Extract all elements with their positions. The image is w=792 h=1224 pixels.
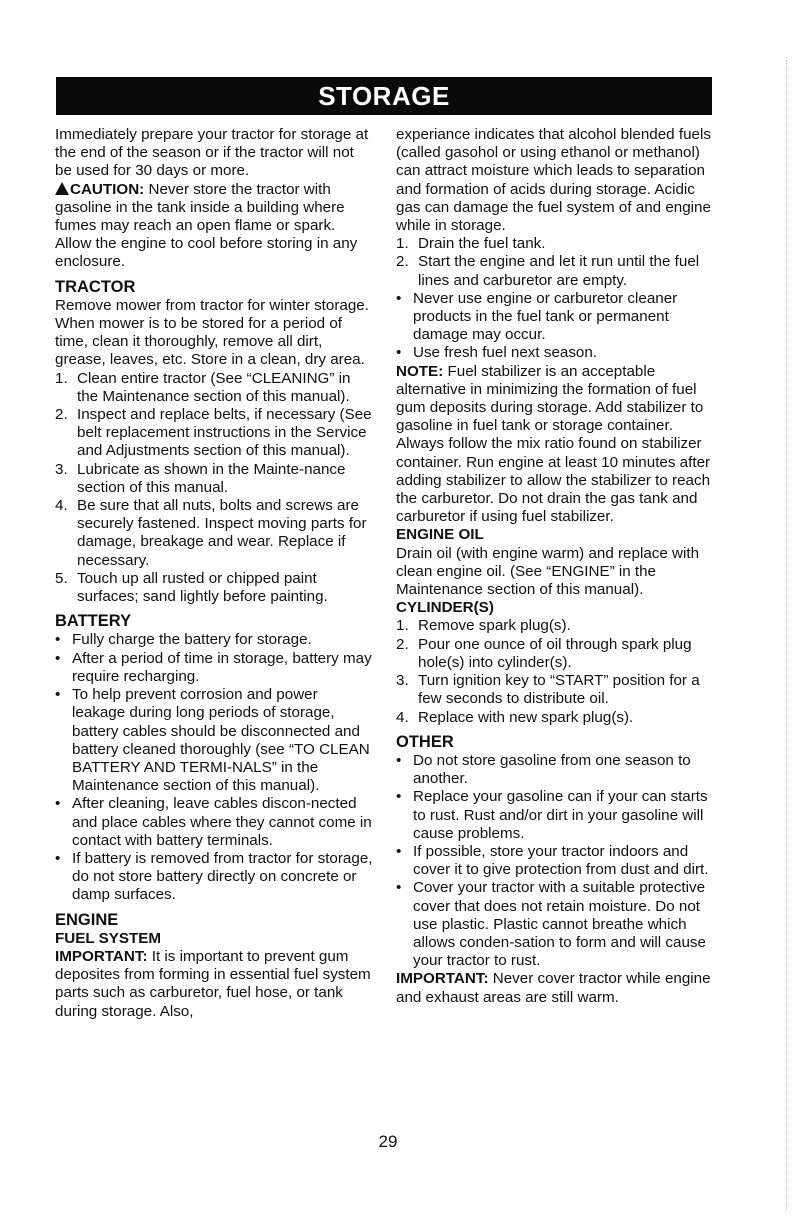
important-label: IMPORTANT:	[55, 947, 148, 965]
caution-label: CAUTION:	[70, 180, 145, 198]
important-paragraph	[55, 948, 373, 1021]
engine-oil-paragraph: Drain oil (with engine warm) and replace with clean engine oil. (See “ENGINE” in the Maintenance section of this manual).	[396, 544, 700, 599]
important-text: Never cover tractor while engine and exhaust areas are still warm.	[396, 970, 711, 1006]
intro-paragraph: Immediately prepare your tractor for storage at the end of the season or if the tractor will not be used for 30 days or more.	[55, 126, 369, 180]
list-item: 1. Clean entire tractor (See “CLEANING” in the Maintenance section of this manual).	[55, 369, 351, 405]
fuel-bullets	[396, 290, 716, 363]
engine-heading: ENGINE	[55, 910, 119, 929]
note-text: Fuel stabilizer is an acceptable alternative in minimizing the formation of fuel gum deposits during storage. Add stabilizer to gasoline in fuel tank or storage container. Always follow the mix ratio found on stabilizer container. Run engine at least 10 minutes after adding stabilizer to allow the stabilizer to reach the carburetor. Do not drain the gas tank and carburetor if using fuel stabilizer.	[396, 362, 711, 526]
battery-list	[55, 631, 373, 904]
tractor-steps	[55, 370, 373, 607]
important-text: It is important to prevent gum deposites from forming in essential fuel system parts such as carburetor, fuel hose, or tank during storage. Also,	[55, 947, 371, 1020]
warning-triangle-icon	[55, 182, 69, 195]
list-item: 1. Remove spark plug(s).	[396, 617, 571, 635]
other-list	[396, 752, 716, 970]
note-paragraph	[396, 363, 716, 527]
list-item: • After a period of time in storage, battery may require recharging.	[55, 649, 372, 685]
cylinder-steps	[396, 617, 716, 726]
engine-oil-heading: ENGINE OIL	[396, 526, 484, 544]
list-item: • If possible, store your tractor indoors and cover it to give protection from dust and dirt.	[396, 842, 709, 879]
list-item: • If battery is removed from tractor for storage, do not store battery directly on concrete or damp surfaces.	[55, 849, 373, 904]
right-column	[396, 126, 716, 1007]
list-item: • Replace your gasoline can if your can starts to rust. Rust and/or dirt in your gasoline will cause problems.	[396, 788, 708, 842]
important-label: IMPORTANT:	[396, 970, 489, 988]
list-item: 2. Start the engine and let it run until the fuel lines and carburetor are empty.	[396, 253, 700, 289]
caution-text: Never store the tractor with gasoline in the tank inside a building where fumes may reach an open flame or spark. Allow the engine to cool before storing in any enclosure.	[55, 180, 358, 271]
edge-divider	[786, 60, 789, 1210]
list-item: • After cleaning, leave cables discon-nected and place cables where they cannot come in contact with battery terminals.	[55, 795, 372, 849]
cylinders-heading: CYLINDER(S)	[396, 599, 494, 617]
fuel-system-heading: FUEL SYSTEM	[55, 929, 162, 947]
page-number: 29	[378, 1132, 398, 1151]
list-item: 5. Touch up all rusted or chipped paint surfaces; sand lightly before painting.	[55, 569, 328, 606]
left-column	[55, 126, 373, 1021]
list-item: 3. Lubricate as shown in the Mainte-nance section of this manual.	[55, 460, 346, 496]
list-item: • Do not store gasoline from one season to another.	[396, 751, 691, 788]
note-label: NOTE:	[396, 362, 444, 380]
list-item: 4. Be sure that all nuts, bolts and screws are securely fastened. Inspect moving parts for damage, breakage and wear. Replace if necessary.	[55, 497, 367, 569]
list-item: 2. Inspect and replace belts, if necessary (See belt replacement instructions in the Service and Adjustments section of this manual).	[55, 406, 372, 460]
list-item: • To help prevent corrosion and power leakage during long periods of storage, battery cables should be disconnected and battery cleaned thoroughly (see “TO CLEAN BATTERY AND TERMI-NALS” in the Maintenance section of this manual).	[55, 686, 370, 795]
list-item: 3. Turn ignition key to “START” position for a few seconds to distribute oil.	[396, 672, 700, 708]
fuel-steps	[396, 235, 716, 290]
list-item: • Never use engine or carburetor cleaner products in the fuel tank or permanent damage may occur.	[396, 289, 678, 344]
tractor-paragraph: Remove mower from tractor for winter storage. When mower is to be stored for a period of time, clean it thoroughly, remove all dirt, grease, leaves, etc. Store in a clean, dry area.	[55, 296, 369, 369]
battery-heading: BATTERY	[55, 612, 132, 631]
tractor-heading: TRACTOR	[55, 277, 136, 296]
list-item: • Cover your tractor with a suitable protective cover that does not retain moisture. Do not use plastic. Plastic cannot breathe which allows conden-sation to form and will cause your tractor to rust.	[396, 879, 706, 970]
list-item: 2. Pour one ounce of oil through spark plug hole(s) into cylinder(s).	[396, 635, 692, 671]
list-item: • Use fresh fuel next season.	[396, 344, 598, 362]
important-warm-paragraph	[396, 970, 716, 1006]
other-heading: OTHER	[396, 732, 454, 751]
caution-paragraph	[55, 181, 373, 272]
list-item: • Fully charge the battery for storage.	[55, 631, 312, 649]
list-item: 4. Replace with new spark plug(s).	[396, 708, 634, 726]
list-item: 1. Drain the fuel tank.	[396, 235, 546, 253]
page-banner: STORAGE	[56, 77, 712, 115]
fuel-continued-paragraph: experiance indicates that alcohol blended fuels (called gasohol or using ethanol or methanol) can attract moisture which leads to separation and formation of acids during storage. Acidic gas can damage the fuel system of and engine while in storage.	[396, 126, 711, 235]
